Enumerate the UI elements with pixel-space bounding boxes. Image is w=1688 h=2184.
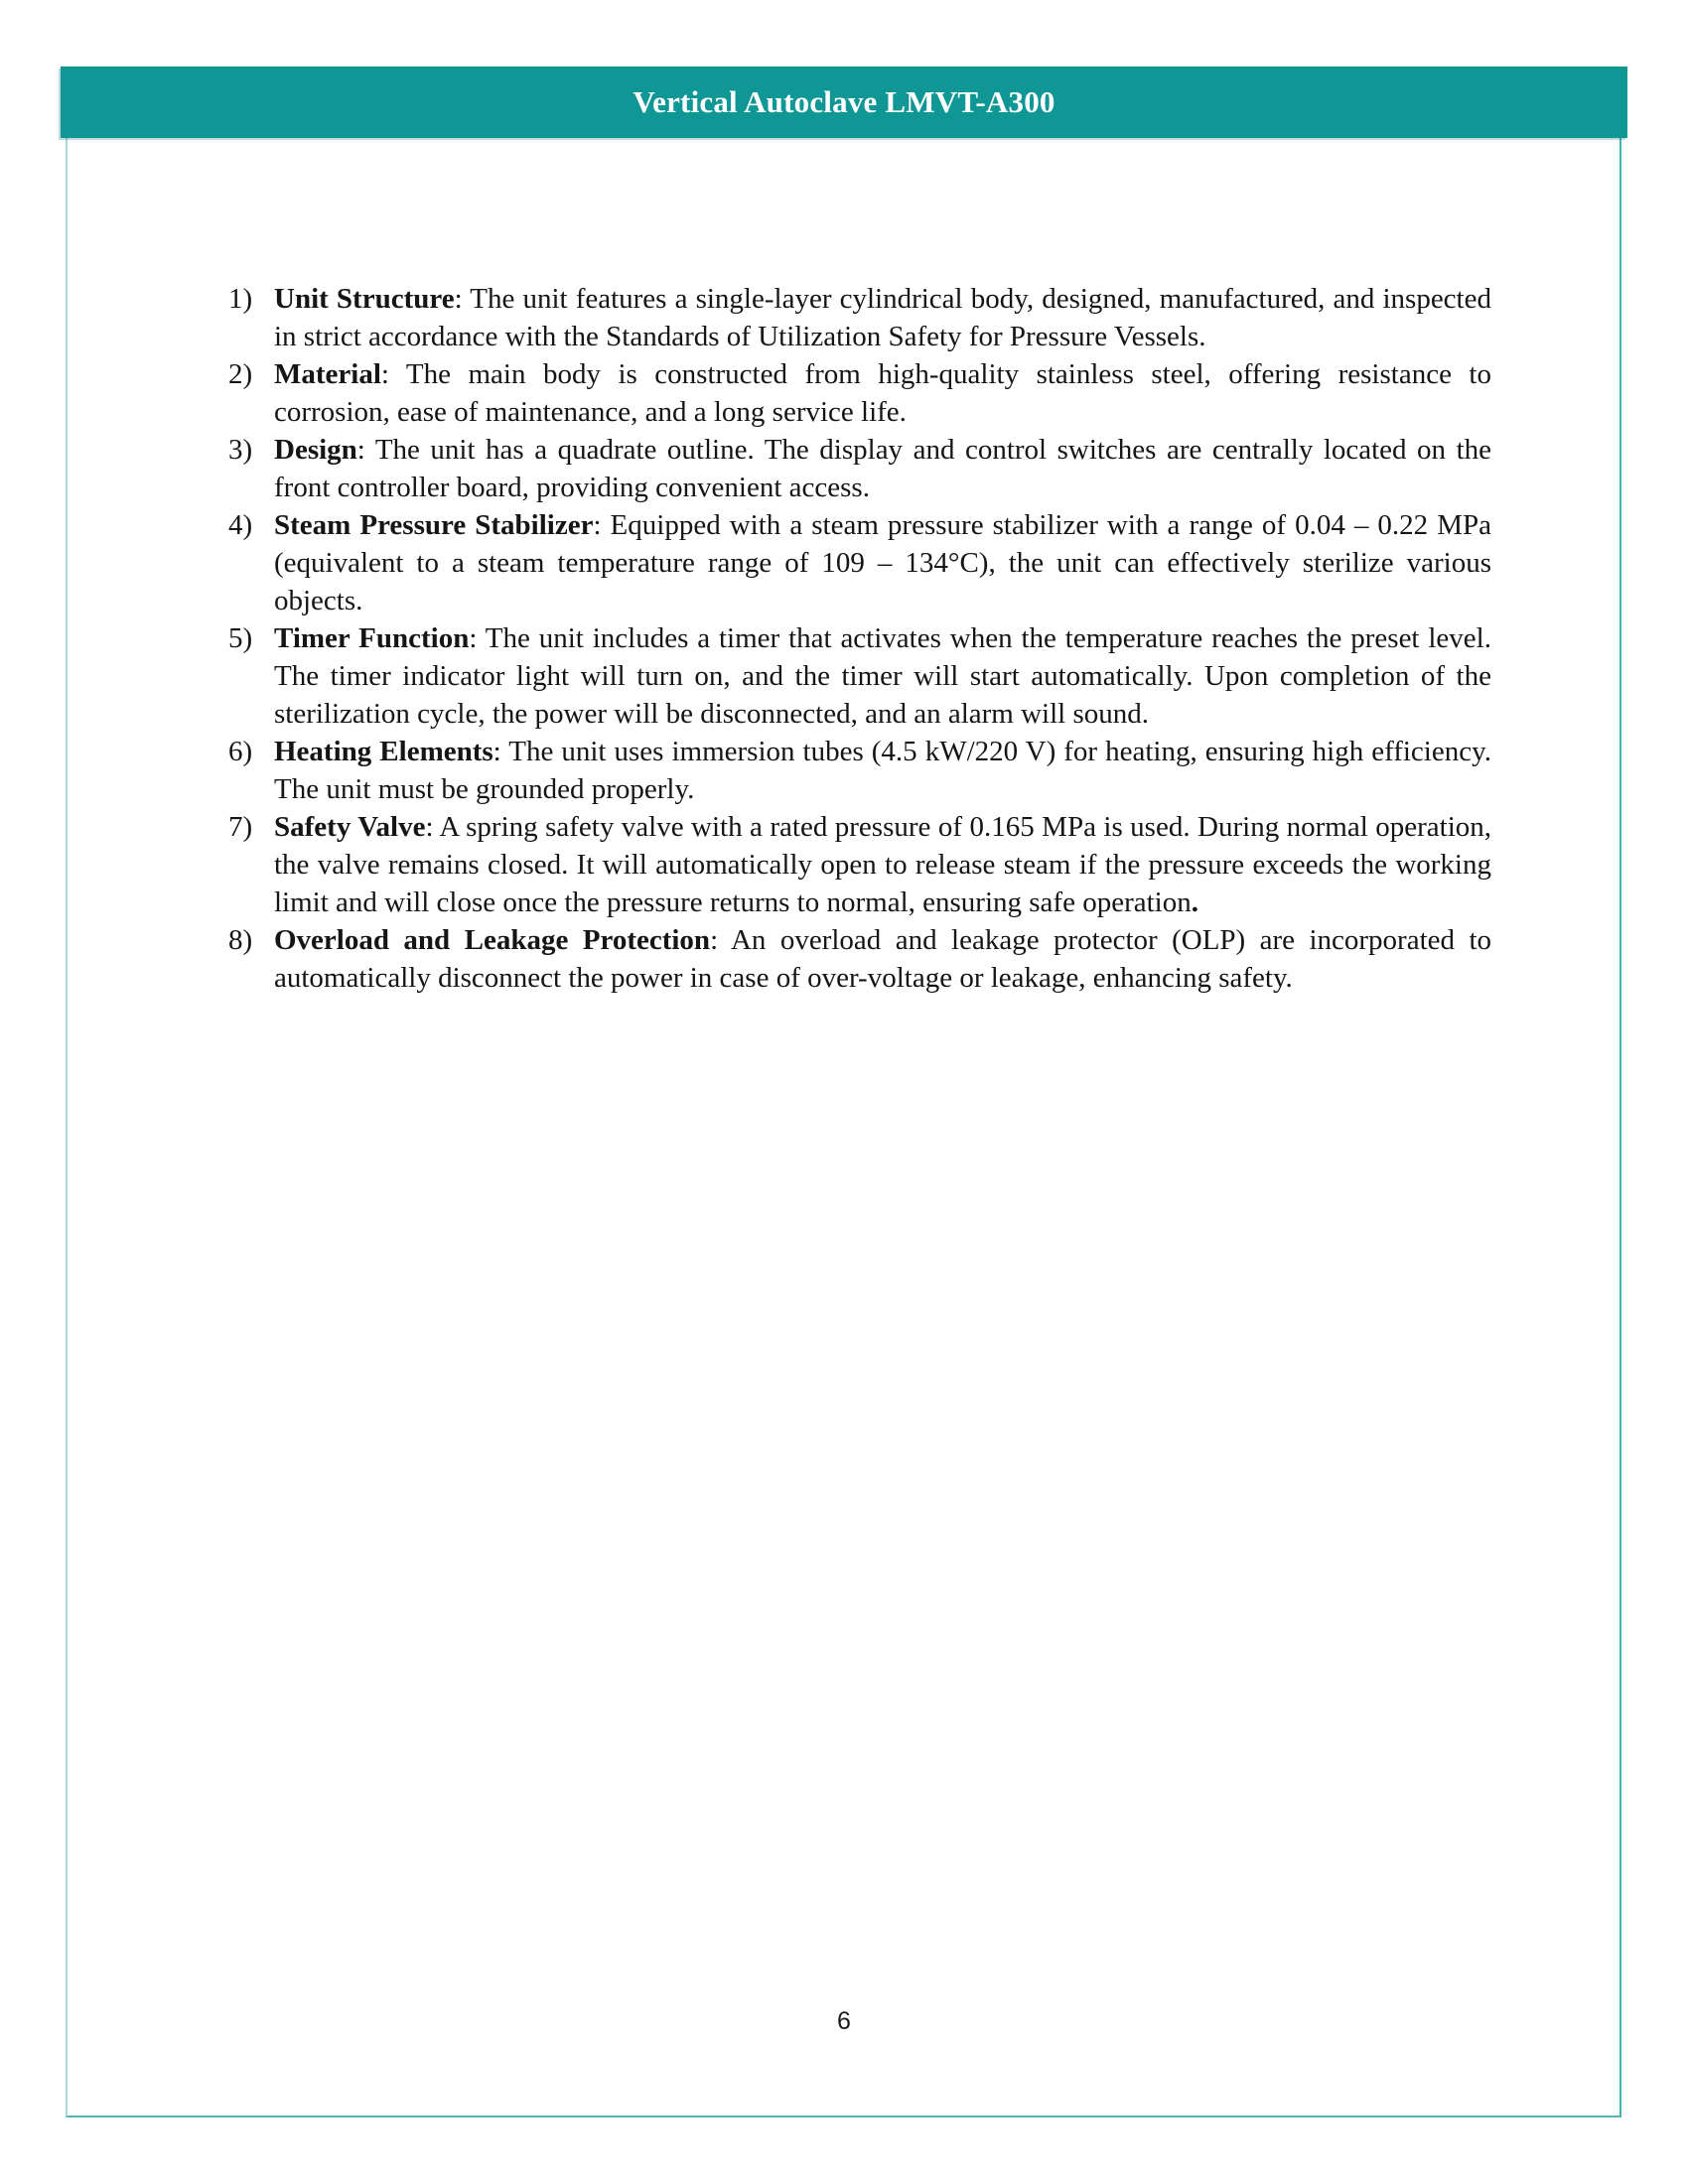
- list-item-text: : The unit features a single-layer cylindrical body, designed, manufactured, and inspected in strict accordance with the Standards of Utilization Safety for Pressure Vessels.: [274, 283, 1491, 352]
- list-item-term: Material: [274, 358, 381, 390]
- list-item-text: : The main body is constructed from high-quality stainless steel, offering resistance to corrosion, ease of maintenance, and a long service life.: [274, 358, 1491, 428]
- list-item-number: 6): [228, 736, 253, 767]
- list-item-term: Safety Valve: [274, 811, 426, 843]
- list-item-text: : A spring safety valve with a rated pressure of 0.165 MPa is used. During normal operation, the valve remains closed. It will automatically open to release steam if the pressure exceeds the working limit and will close once the pressure returns to normal, ensuring safe operation: [274, 811, 1491, 918]
- list-item-body: [274, 355, 1491, 431]
- list-item-body: [274, 431, 1491, 506]
- list-item-number: 1): [228, 283, 253, 315]
- list-item: [228, 733, 1491, 808]
- list-item: [228, 808, 1491, 921]
- list-item: [228, 619, 1491, 733]
- list-item-body: [274, 808, 1491, 921]
- list-item-tail: .: [1191, 887, 1198, 918]
- feature-list: [228, 280, 1491, 997]
- list-item-term: Overload and Leakage Protection: [274, 924, 711, 956]
- list-item-text: : An overload and leakage protector (OLP) are incorporated to automatically disconnect the power in case of over-voltage or leakage, enhancing safety.: [274, 924, 1491, 994]
- list-item-text: : The unit has a quadrate outline. The display and control switches are centrally located on the front controller board, providing convenient access.: [274, 434, 1491, 503]
- list-item-text: : The unit uses immersion tubes (4.5 kW/220 V) for heating, ensuring high efficiency. The unit must be grounded properly.: [274, 736, 1491, 805]
- list-item: [228, 506, 1491, 619]
- list-item-term: Timer Function: [274, 622, 470, 654]
- list-item-number: 5): [228, 622, 253, 654]
- list-item-text: : The unit includes a timer that activates when the temperature reaches the preset level. The timer indicator light will turn on, and the timer will start automatically. Upon completion of the sterilization cycle, the power will be disconnected, and an alarm will sound.: [274, 622, 1491, 730]
- list-item-term: Steam Pressure Stabilizer: [274, 509, 594, 541]
- list-item-number: 4): [228, 509, 253, 541]
- page-title: Vertical Autoclave LMVT-A300: [633, 84, 1055, 119]
- page-header: [61, 67, 1627, 138]
- list-item-number: 3): [228, 434, 253, 466]
- list-item-number: 2): [228, 358, 253, 390]
- list-item-body: [274, 506, 1491, 619]
- list-item-term: Unit Structure: [274, 283, 455, 315]
- list-item: [228, 431, 1491, 506]
- list-item: [228, 921, 1491, 997]
- list-item-term: Design: [274, 434, 357, 466]
- list-item-body: [274, 733, 1491, 808]
- list-item-text: : Equipped with a steam pressure stabilizer with a range of 0.04 – 0.22 MPa (equivalent to a steam temperature range of 109 – 134°C), the unit can effectively sterilize various objects.: [274, 509, 1491, 616]
- list-item: [228, 355, 1491, 431]
- list-item-body: [274, 280, 1491, 355]
- list-item-body: [274, 921, 1491, 997]
- list-item: [228, 280, 1491, 355]
- page-number: 6: [837, 2007, 851, 2035]
- list-item-term: Heating Elements: [274, 736, 493, 767]
- list-item-number: 7): [228, 811, 253, 843]
- list-item-body: [274, 619, 1491, 733]
- list-item-number: 8): [228, 924, 253, 956]
